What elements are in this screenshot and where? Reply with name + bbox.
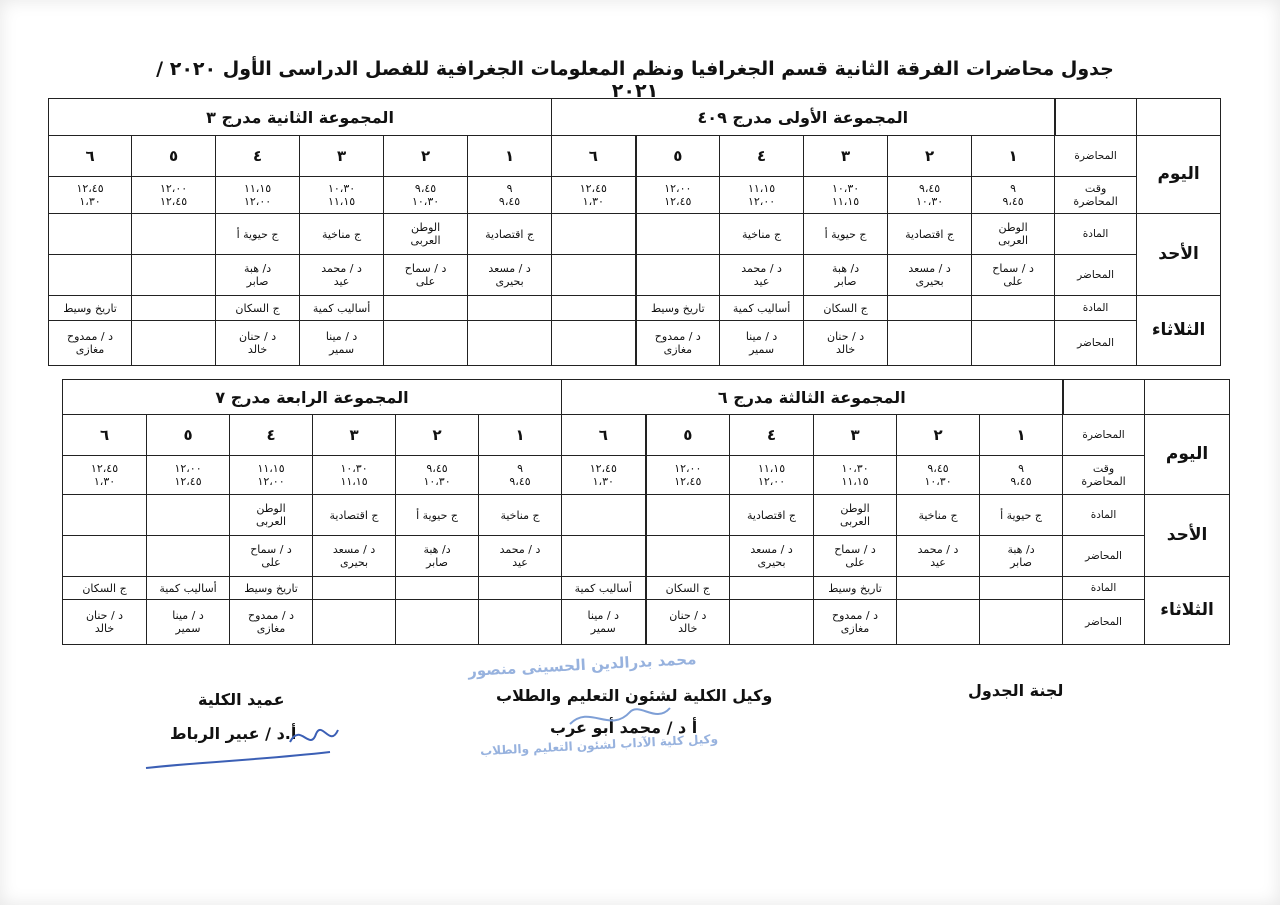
subject-cell: ج مناخية <box>479 495 562 536</box>
lecture-number: ٢ <box>888 136 972 177</box>
lecturer-cell: د / ممدوح مغازى <box>814 600 897 645</box>
day-header: اليوم <box>1145 415 1230 495</box>
group-header-left: المجموعة الثانية مدرج ٣ <box>49 99 552 136</box>
lecture-label: المحاضرة <box>1055 136 1137 177</box>
lecturer-cell <box>63 536 147 577</box>
lecture-time: ١١،١٥ ١٢،٠٠ <box>720 177 804 214</box>
lecture-number: ٤ <box>730 415 814 456</box>
lecturer-cell: د / سماح على <box>230 536 313 577</box>
subject-cell: ج اقتصادية <box>888 214 972 255</box>
subject-cell <box>562 495 646 536</box>
time-label: وقت المحاضرة <box>1063 456 1145 495</box>
lecturer-cell: د / حنان خالد <box>804 321 888 366</box>
lecturer-cell <box>972 321 1055 366</box>
lecture-time: ١٠،٣٠ ١١،١٥ <box>300 177 384 214</box>
subject-cell: ج مناخية <box>897 495 980 536</box>
subject-cell: أساليب كمية <box>147 577 230 600</box>
lecture-number: ١ <box>468 136 552 177</box>
vice-dean-name: أ د / محمد أبو عرب <box>550 718 698 737</box>
subject-cell: الوطن العربى <box>972 214 1055 255</box>
lecture-number: ٢ <box>897 415 980 456</box>
stamp-name: محمد بدرالدين الحسينى منصور <box>467 650 697 680</box>
lecturer-cell: د / مسعد بحيرى <box>888 255 972 296</box>
corner-cell <box>1145 380 1230 415</box>
lecturer-cell: د / مينا سمير <box>720 321 804 366</box>
row-label-subject: المادة <box>1063 577 1145 600</box>
schedule-table-groups-3-4 <box>62 379 1230 645</box>
lecture-time: ٩ ٩،٤٥ <box>980 456 1063 495</box>
lecturer-cell <box>552 255 636 296</box>
lecture-number: ٣ <box>814 415 897 456</box>
lecturer-cell: د / ممدوح مغازى <box>49 321 132 366</box>
lecture-time: ٩،٤٥ ١٠،٣٠ <box>384 177 468 214</box>
lecture-time: ١٠،٣٠ ١١،١٥ <box>313 456 396 495</box>
lecturer-cell: د / ممدوح مغازى <box>636 321 720 366</box>
row-label-subject: المادة <box>1055 214 1137 255</box>
row-label-lecturer: المحاضر <box>1063 600 1145 645</box>
lecture-time: ٩،٤٥ ١٠،٣٠ <box>888 177 972 214</box>
subject-cell <box>897 577 980 600</box>
lecturer-cell: د / مينا سمير <box>300 321 384 366</box>
lecture-time: ٩،٤٥ ١٠،٣٠ <box>396 456 479 495</box>
lecture-number: ٣ <box>313 415 396 456</box>
lecture-label: المحاضرة <box>1063 415 1145 456</box>
lecture-number: ٢ <box>384 136 468 177</box>
lecture-time: ١٢،٤٥ ١،٣٠ <box>552 177 636 214</box>
day-tuesday: الثلاثاء <box>1137 296 1221 366</box>
lecturer-cell: د/ هبة صابر <box>216 255 300 296</box>
lecturer-cell <box>49 255 132 296</box>
lecture-number: ٥ <box>646 415 730 456</box>
subject-cell <box>49 214 132 255</box>
subject-cell: الوطن العربى <box>814 495 897 536</box>
schedule-table-groups-1-2 <box>48 98 1221 366</box>
lecturer-cell: د/ هبة صابر <box>396 536 479 577</box>
lecturer-cell: د / حنان خالد <box>63 600 147 645</box>
lecture-time: ١٢،٠٠ ١٢،٤٥ <box>147 456 230 495</box>
lecture-time: ١٢،٤٥ ١،٣٠ <box>562 456 646 495</box>
lecture-number: ٦ <box>562 415 646 456</box>
lecture-number: ١ <box>972 136 1055 177</box>
lecture-time: ٩ ٩،٤٥ <box>479 456 562 495</box>
subject-cell: الوطن العربى <box>230 495 313 536</box>
subject-cell: تاريخ وسيط <box>230 577 313 600</box>
time-label: وقت المحاضرة <box>1055 177 1137 214</box>
subject-cell: تاريخ وسيط <box>49 296 132 321</box>
subject-cell <box>132 214 216 255</box>
dean-title: عميد الكلية <box>198 690 285 709</box>
lecture-time: ١٢،٠٠ ١٢،٤٥ <box>646 456 730 495</box>
row-label-lecturer: المحاضر <box>1063 536 1145 577</box>
subject-cell: ج السكان <box>63 577 147 600</box>
row-label-subject: المادة <box>1055 296 1137 321</box>
lecturer-cell: د / سماح على <box>384 255 468 296</box>
lecturer-cell: د / محمد عيد <box>897 536 980 577</box>
lecturer-cell: د / مسعد بحيرى <box>730 536 814 577</box>
subject-cell: ج حيوية أ <box>980 495 1063 536</box>
vice-dean-signature-icon <box>560 694 680 744</box>
subject-cell: ج مناخية <box>300 214 384 255</box>
corner-cell <box>1063 380 1145 415</box>
subject-cell <box>479 577 562 600</box>
lecture-number: ٤ <box>216 136 300 177</box>
lecturer-cell <box>552 321 636 366</box>
lecturer-cell: د/ هبة صابر <box>980 536 1063 577</box>
lecturer-cell: د / سماح على <box>972 255 1055 296</box>
lecturer-cell <box>730 600 814 645</box>
lecturer-cell <box>384 321 468 366</box>
row-label-lecturer: المحاضر <box>1055 321 1137 366</box>
subject-cell <box>552 214 636 255</box>
group-header-left: المجموعة الرابعة مدرج ٧ <box>63 380 562 415</box>
lecture-number: ٢ <box>396 415 479 456</box>
lecture-time: ١١،١٥ ١٢،٠٠ <box>216 177 300 214</box>
lecture-time: ١٢،٤٥ ١،٣٠ <box>63 456 147 495</box>
subject-cell <box>147 495 230 536</box>
subject-cell: ج السكان <box>646 577 730 600</box>
lecturer-cell: د / حنان خالد <box>646 600 730 645</box>
lecturer-cell: د / حنان خالد <box>216 321 300 366</box>
subject-cell <box>646 495 730 536</box>
lecturer-cell: د / محمد عيد <box>300 255 384 296</box>
subject-cell <box>396 577 479 600</box>
subject-cell: ج اقتصادية <box>730 495 814 536</box>
subject-cell: تاريخ وسيط <box>636 296 720 321</box>
lecture-number: ٦ <box>552 136 636 177</box>
subject-cell: ج اقتصادية <box>468 214 552 255</box>
lecturer-cell: د / مسعد بحيرى <box>313 536 396 577</box>
day-header: اليوم <box>1137 136 1221 214</box>
lecturer-cell <box>562 536 646 577</box>
subject-cell: ج اقتصادية <box>313 495 396 536</box>
lecture-number: ١ <box>479 415 562 456</box>
subject-cell: ج حيوية أ <box>396 495 479 536</box>
corner-cell <box>1137 99 1221 136</box>
subject-cell <box>384 296 468 321</box>
page-title: جدول محاضرات الفرقة الثانية قسم الجغرافيا ونظم المعلومات الجغرافية للفصل الدراسى الأول ٢٠٢٠ / ٢٠٢١ <box>156 58 1114 102</box>
lecture-time: ١٠،٣٠ ١١،١٥ <box>804 177 888 214</box>
lecturer-cell <box>479 600 562 645</box>
subject-cell <box>468 296 552 321</box>
subject-cell <box>552 296 636 321</box>
lecturer-cell <box>636 255 720 296</box>
subject-cell: أساليب كمية <box>562 577 646 600</box>
subject-cell <box>980 577 1063 600</box>
lecturer-cell: د / محمد عيد <box>479 536 562 577</box>
subject-cell: ج حيوية أ <box>216 214 300 255</box>
subject-cell: الوطن العربى <box>384 214 468 255</box>
group-header-right: المجموعة الثالثة مدرج ٦ <box>562 380 1063 415</box>
subject-cell <box>63 495 147 536</box>
lecturer-cell <box>313 600 396 645</box>
subject-cell <box>730 577 814 600</box>
subject-cell: ج مناخية <box>720 214 804 255</box>
lecture-number: ٦ <box>63 415 147 456</box>
lecture-time: ١٢،٤٥ ١،٣٠ <box>49 177 132 214</box>
subject-cell <box>132 296 216 321</box>
lecture-time: ١٠،٣٠ ١١،١٥ <box>814 456 897 495</box>
group-header-right: المجموعة الأولى مدرج ٤٠٩ <box>552 99 1055 136</box>
lecture-number: ٤ <box>720 136 804 177</box>
lecture-number: ٣ <box>804 136 888 177</box>
lecturer-cell <box>147 536 230 577</box>
day-sunday: الأحد <box>1137 214 1221 296</box>
dean-signature-icon <box>140 712 360 778</box>
lecturer-cell <box>897 600 980 645</box>
subject-cell: ج السكان <box>216 296 300 321</box>
lecture-time: ١٢،٠٠ ١٢،٤٥ <box>132 177 216 214</box>
lecture-time: ١٢،٠٠ ١٢،٤٥ <box>636 177 720 214</box>
corner-cell <box>1055 99 1137 136</box>
lecture-time: ٩ ٩،٤٥ <box>972 177 1055 214</box>
lecture-number: ٤ <box>230 415 313 456</box>
lecture-time: ١١،١٥ ١٢،٠٠ <box>730 456 814 495</box>
subject-cell: ج السكان <box>804 296 888 321</box>
subject-cell: تاريخ وسيط <box>814 577 897 600</box>
vice-dean-title: وكيل الكلية لشئون التعليم والطلاب <box>496 686 773 705</box>
subject-cell <box>313 577 396 600</box>
lecturer-cell: د/ هبة صابر <box>804 255 888 296</box>
lecture-number: ٦ <box>49 136 132 177</box>
lecturer-cell: د / سماح على <box>814 536 897 577</box>
day-sunday: الأحد <box>1145 495 1230 577</box>
subject-cell: أساليب كمية <box>300 296 384 321</box>
lecturer-cell: د / مينا سمير <box>147 600 230 645</box>
subject-cell <box>888 296 972 321</box>
subject-cell <box>972 296 1055 321</box>
day-tuesday: الثلاثاء <box>1145 577 1230 645</box>
lecturer-cell <box>132 255 216 296</box>
row-label-subject: المادة <box>1063 495 1145 536</box>
lecturer-cell <box>888 321 972 366</box>
lecturer-cell: د / ممدوح مغازى <box>230 600 313 645</box>
stamp-title: وكيل كلية الآداب لشئون التعليم والطلاب <box>479 731 719 759</box>
dean-name: أ.د / عبير الرباط <box>170 724 297 743</box>
lecture-time: ٩،٤٥ ١٠،٣٠ <box>897 456 980 495</box>
subject-cell: ج حيوية أ <box>804 214 888 255</box>
lecturer-cell: د / مينا سمير <box>562 600 646 645</box>
lecture-number: ٥ <box>147 415 230 456</box>
lecturer-cell <box>468 321 552 366</box>
lecturer-cell <box>980 600 1063 645</box>
subject-cell <box>636 214 720 255</box>
lecture-number: ٥ <box>636 136 720 177</box>
lecture-time: ٩ ٩،٤٥ <box>468 177 552 214</box>
lecture-number: ٣ <box>300 136 384 177</box>
lecture-time: ١١،١٥ ١٢،٠٠ <box>230 456 313 495</box>
lecture-number: ١ <box>980 415 1063 456</box>
lecturer-cell: د / محمد عيد <box>720 255 804 296</box>
lecturer-cell: د / مسعد بحيرى <box>468 255 552 296</box>
row-label-lecturer: المحاضر <box>1055 255 1137 296</box>
lecturer-cell <box>646 536 730 577</box>
lecturer-cell <box>396 600 479 645</box>
lecturer-cell <box>132 321 216 366</box>
lecture-number: ٥ <box>132 136 216 177</box>
committee-label: لجنة الجدول <box>968 681 1064 700</box>
subject-cell: أساليب كمية <box>720 296 804 321</box>
